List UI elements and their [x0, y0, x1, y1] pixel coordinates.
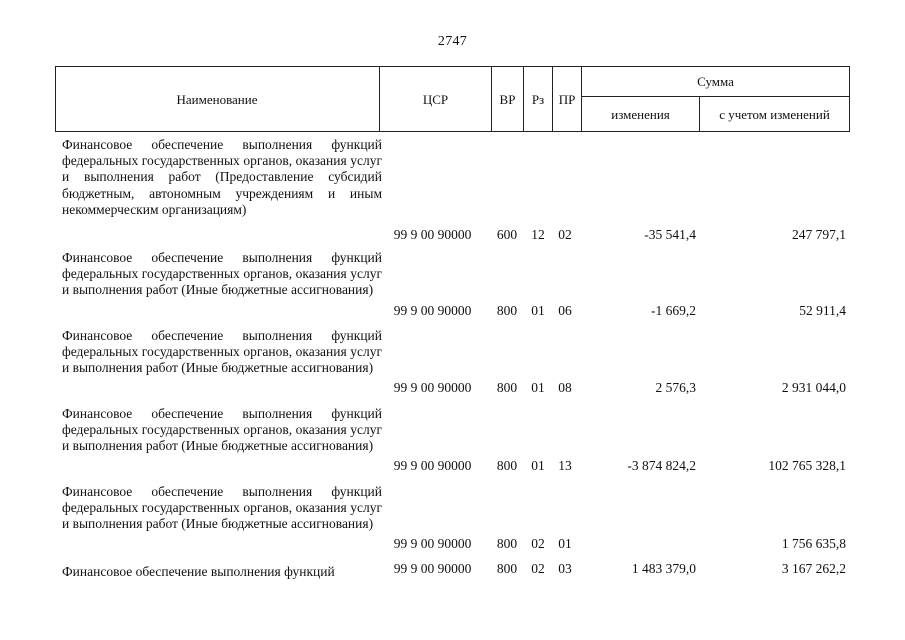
row-change: -1 669,2 [651, 303, 696, 318]
row-change: -3 874 824,2 [627, 458, 696, 473]
row-pr: 02 [558, 227, 572, 242]
table-row [55, 328, 855, 396]
header-right-border [849, 66, 850, 132]
row-change: 1 483 379,0 [631, 561, 696, 576]
table-row [55, 406, 855, 474]
row-vr: 800 [496, 303, 518, 318]
table-row [55, 137, 855, 243]
header-pr: ПР [558, 91, 576, 107]
row-csr: 99 9 00 90000 [393, 561, 472, 576]
table-row [55, 250, 855, 319]
row-total: 1 756 635,8 [781, 536, 846, 551]
header-changes: изменения [611, 106, 670, 122]
row-rz: 01 [531, 303, 545, 318]
header-name: Наименование [176, 91, 258, 107]
header-rz: Рз [531, 91, 545, 107]
row-vr: 600 [496, 227, 518, 242]
table-header [55, 66, 850, 132]
row-vr: 800 [496, 536, 518, 551]
row-csr: 99 9 00 90000 [393, 303, 472, 318]
header-vr: ВР [499, 91, 516, 107]
row-name: Финансовое обеспечение выполнения функций [62, 564, 335, 579]
header-csr: ЦСР [422, 91, 449, 107]
row-name: Финансовое обеспечение выполнения функций федеральных государственных органов, оказания услуг и выполнения работ (Иные бюджетные ассигнования) [62, 250, 382, 298]
row-vr: 800 [496, 561, 518, 576]
row-total: 247 797,1 [792, 227, 846, 242]
row-name: Финансовое обеспечение выполнения функций федеральных государственных органов, оказания услуг и выполнения работ (Иные бюджетные ассигнования) [62, 484, 382, 532]
page-number: 2747 [437, 34, 468, 49]
row-csr: 99 9 00 90000 [393, 227, 472, 242]
row-rz: 02 [531, 561, 545, 576]
header-with-changes: с учетом изменений [719, 106, 830, 122]
row-rz: 02 [531, 536, 545, 551]
row-rz: 01 [531, 458, 545, 473]
row-change: 2 576,3 [655, 380, 696, 395]
row-total: 3 167 262,2 [781, 561, 846, 576]
row-pr: 03 [558, 561, 572, 576]
row-name: Финансовое обеспечение выполнения функций федеральных государственных органов, оказания услуг и выполнения работ (Предоставление субсидий бюджетным, автономным учреждениям и иным некоммерческим организациям) [62, 137, 382, 217]
row-rz: 12 [531, 227, 545, 242]
row-csr: 99 9 00 90000 [393, 536, 472, 551]
row-csr: 99 9 00 90000 [393, 380, 472, 395]
row-vr: 800 [496, 458, 518, 473]
row-csr: 99 9 00 90000 [393, 458, 472, 473]
row-name: Финансовое обеспечение выполнения функций федеральных государственных органов, оказания услуг и выполнения работ (Иные бюджетные ассигнования) [62, 406, 382, 454]
table-row [55, 561, 855, 581]
row-name: Финансовое обеспечение выполнения функций федеральных государственных органов, оказания услуг и выполнения работ (Иные бюджетные ассигнования) [62, 328, 382, 376]
row-pr: 13 [558, 458, 572, 473]
row-vr: 800 [496, 380, 518, 395]
row-total: 2 931 044,0 [781, 380, 846, 395]
row-rz: 01 [531, 380, 545, 395]
row-pr: 01 [558, 536, 572, 551]
row-pr: 06 [558, 303, 572, 318]
row-change: -35 541,4 [644, 227, 696, 242]
row-total: 102 765 328,1 [768, 458, 846, 473]
table-row [55, 484, 855, 552]
row-pr: 08 [558, 380, 572, 395]
row-total: 52 911,4 [799, 303, 846, 318]
header-sum: Сумма [697, 73, 734, 89]
